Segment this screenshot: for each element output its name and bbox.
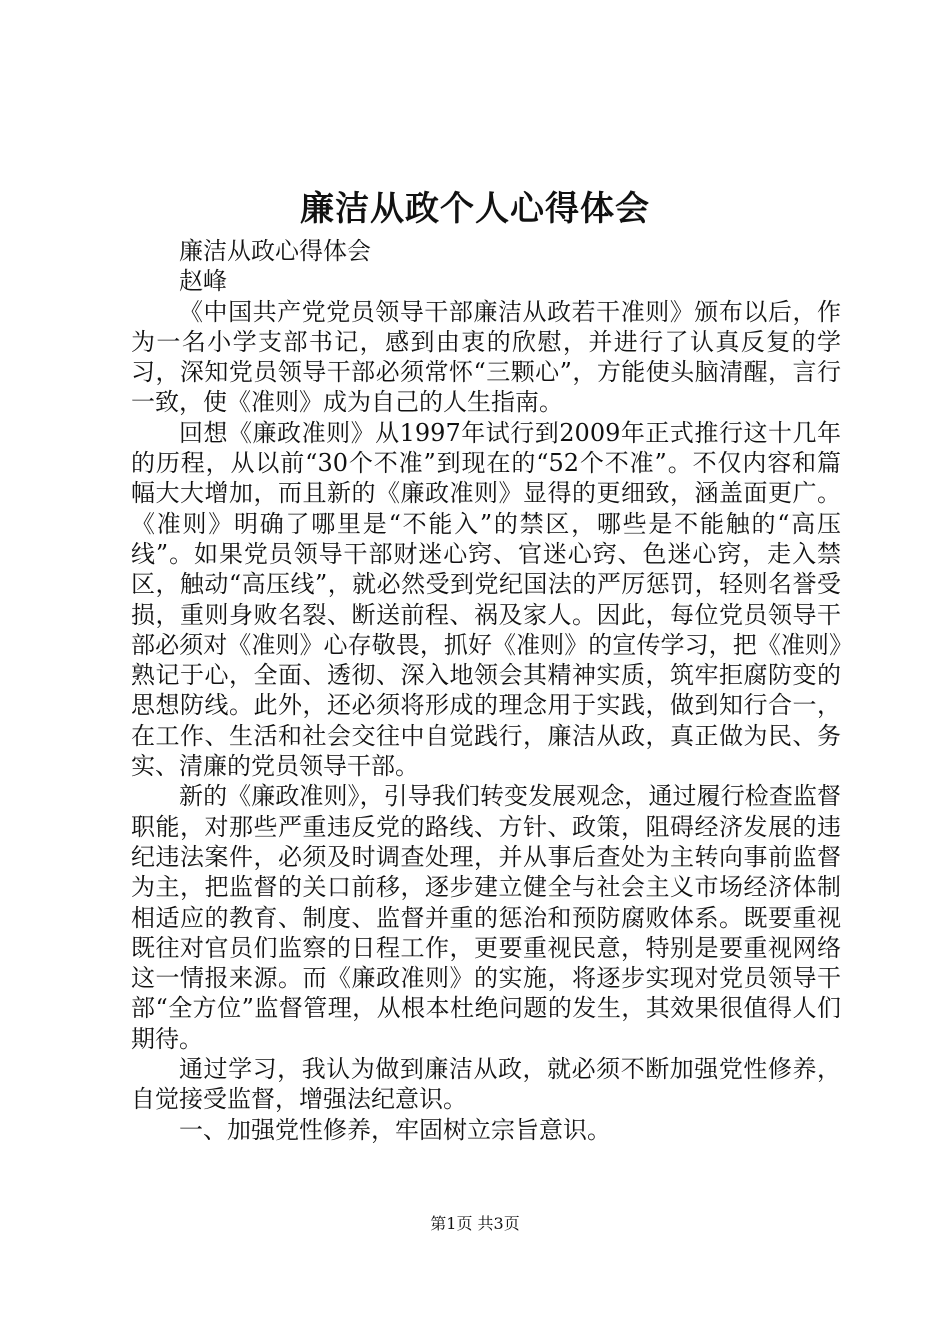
paragraph: 新的《廉政准则》，引导我们转变发展观念，通过履行检查监督职能，对那些严重违反党的路线、方针、政策，阻碍经济发展的违纪违法案件，必须及时调查处理，并从事后查处为主转向事前监督为主，把监督的关口前移，逐步建立健全与社会主义市场经济体制相适应的教育、制度、监督并重的惩治和预防腐败体系。既要重视既往对官员们监察的日程工作，更要重视民意，特别是要重视网络这一情报来源。而《廉政准则》的实施，将逐步实现对党员领导干部“全方位”监督管理，从根本杜绝问题的发生，其效果很值得人们期待。: [131, 782, 841, 1053]
subtitle-line: 廉洁从政心得体会: [179, 237, 371, 265]
document-body: [131, 236, 841, 1145]
page-footer: 第1页 共3页: [430, 1214, 520, 1233]
section-heading: 一、加强党性修养，牢固树立宗旨意识。: [179, 1115, 611, 1144]
document-title: 廉洁从政个人心得体会: [300, 189, 650, 229]
paragraph: 通过学习，我认为做到廉洁从政，就必须不断加强党性修养，自觉接受监督，增强法纪意识。: [131, 1055, 841, 1114]
author-line: 赵峰: [179, 267, 227, 296]
paragraph: 回想《廉政准则》从1997年试行到2009年正式推行这十几年的历程，从以前“30个不准”到现在的“52个不准”。不仅内容和篇幅大大增加，而且新的《廉政准则》显得的更细致，涵盖面更广。《准则》明确了哪里是“不能入”的禁区，哪些是不能触的“高压线”。如果党员领导干部财迷心窍、官迷心窍、色迷心窍，走入禁区，触动“高压线”，就必然受到党纪国法的严厉惩罚，轻则名誉受损，重则身败名裂、断送前程、祸及家人。因此，每位党员领导干部必须对《准则》心存敬畏，抓好《准则》的宣传学习，把《准则》熟记于心，全面、透彻、深入地领会其精神实质，筑牢拒腐防变的思想防线。此外，还必须将形成的理念用于实践，做到知行合一，在工作、生活和社会交往中自觉践行，廉洁从政，真正做为民、务实、清廉的党员领导干部。: [131, 418, 841, 781]
paragraph: 《中国共产党党员领导干部廉洁从政若干准则》颁布以后，作为一名小学支部书记，感到由衷的欣慰，并进行了认真反复的学习，深知党员领导干部必须常怀“三颗心”，方能使头脑清醒，言行一致，使《准则》成为自己的人生指南。: [131, 297, 841, 417]
